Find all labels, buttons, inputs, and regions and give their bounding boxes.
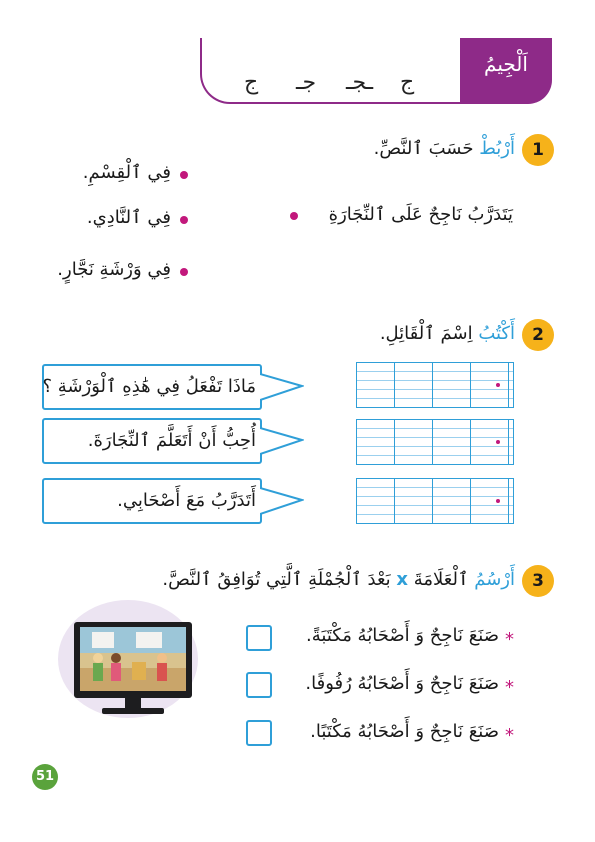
sentence-2-star: * xyxy=(505,677,514,698)
match-right-dot-3[interactable] xyxy=(180,268,188,276)
sentence-3-star: * xyxy=(505,725,514,746)
speech-bubble-2-text: أُحِبُّ أَنْ أَتَعَلَّمَ ٱلنِّجَارَةَ. xyxy=(87,430,256,451)
match-right-item-3: فِي وَرْشَةِ نَجَّارٍ. xyxy=(57,259,171,280)
letter-form-medial: ـجـ xyxy=(346,70,374,95)
exercise-3-badge: 3 xyxy=(522,565,554,597)
speech-bubble-2-tail xyxy=(260,426,304,456)
exercise-2-instruction xyxy=(380,323,515,344)
exercise-2-badge: 2 xyxy=(522,319,554,351)
exercise-3-mark: x xyxy=(396,569,409,590)
exercise-1-verb: أَرْبُطْ xyxy=(479,138,515,159)
exercise-3-rest2: بَعْدَ ٱلْجُمْلَةِ ٱلَّتِي تُوَافِقُ ٱلنَّصَّ. xyxy=(162,569,397,590)
writing-box-2-dot xyxy=(496,440,500,444)
match-left-item: يَتَدَرَّبُ نَاجِحٌ عَلَى ٱلنِّجَارَةِ xyxy=(328,204,513,225)
letter-form-final: ج xyxy=(244,70,259,95)
writing-box-3[interactable] xyxy=(356,478,514,524)
speech-bubble-3-text: أَتَدَرَّبُ مَعَ أَصْحَابِي. xyxy=(117,490,256,511)
writing-box-1[interactable] xyxy=(356,362,514,408)
match-right-dot-2[interactable] xyxy=(180,216,188,224)
exercise-1-rest: حَسَبَ ٱلنَّصِّ. xyxy=(373,138,480,159)
sentence-2-checkbox[interactable] xyxy=(246,672,272,698)
letter-name: اَلْجِيمُ xyxy=(484,52,528,76)
exercise-1-badge: 1 xyxy=(522,134,554,166)
writing-box-1-dot xyxy=(496,383,500,387)
match-left-dot[interactable] xyxy=(290,212,298,220)
exercise-1-instruction xyxy=(374,138,515,159)
exercise-3-rest1: ٱلْعَلَامَةَ xyxy=(408,569,475,590)
letter-form-isolated: ج xyxy=(400,70,415,95)
speech-bubble-3-tail xyxy=(260,486,304,516)
television-illustration-icon xyxy=(72,618,196,722)
writing-box-3-dot xyxy=(496,499,500,503)
sentence-2: صَنَعَ نَاجِحٌ وَ أَصْحَابُهُ رُفُوفًا. xyxy=(305,673,499,694)
exercise-2-rest: اِسْمَ ٱلْقَائِلِ. xyxy=(379,323,479,344)
exercise-3-verb: أَرْسُمُ xyxy=(474,569,515,590)
letter-form-initial: جـ xyxy=(296,70,317,95)
sentence-1-checkbox[interactable] xyxy=(246,625,272,651)
match-right-item-2: فِي ٱلنَّادِي. xyxy=(86,207,171,228)
speech-bubble-1-tail xyxy=(260,372,304,402)
sentence-3-checkbox[interactable] xyxy=(246,720,272,746)
page-number: 51 xyxy=(32,764,58,790)
sentence-1: صَنَعَ نَاجِحٌ وَ أَصْحَابُهُ مَكْتَبَةً. xyxy=(306,625,499,646)
sentence-1-star: * xyxy=(505,629,514,650)
exercise-3-instruction xyxy=(162,569,515,590)
writing-box-2[interactable] xyxy=(356,419,514,465)
sentence-3: صَنَعَ نَاجِحٌ وَ أَصْحَابُهُ مَكْتَبًا. xyxy=(310,721,499,742)
match-right-dot-1[interactable] xyxy=(180,171,188,179)
exercise-2-verb: أَكْتُبُ xyxy=(478,323,515,344)
speech-bubble-1-text: مَاذَا تَفْعَلُ فِي هَٰذِهِ ٱلْوَرْشَةِ ؟ xyxy=(42,376,256,397)
match-right-item-1: فِي ٱلْقِسْمِ. xyxy=(82,162,171,183)
